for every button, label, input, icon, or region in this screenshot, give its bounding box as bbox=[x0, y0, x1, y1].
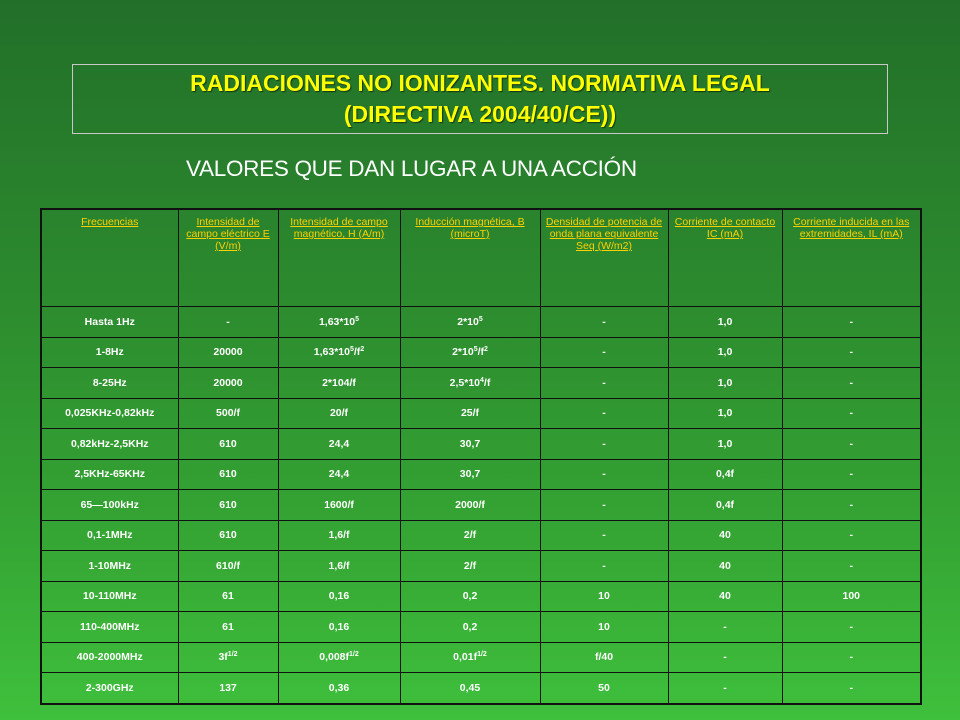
cell-corriente-contacto bbox=[668, 368, 782, 399]
cell-value: - bbox=[602, 315, 606, 328]
cell-corriente-inducida bbox=[782, 551, 921, 582]
table-row bbox=[41, 581, 921, 612]
cell-induccion-magnetica bbox=[400, 368, 540, 399]
cell-value: f/40 bbox=[594, 651, 614, 664]
cell-value: 2000/f bbox=[455, 498, 485, 511]
cell-value: 110-400MHz bbox=[79, 620, 140, 633]
table-header-row bbox=[41, 209, 921, 307]
cell-corriente-inducida bbox=[782, 490, 921, 521]
cell-value: - bbox=[849, 407, 853, 420]
cell-value: 2/f bbox=[463, 529, 477, 542]
cell-densidad-potencia bbox=[540, 551, 668, 582]
cell-exponent: 1/2 bbox=[349, 651, 359, 659]
cell-value: Hasta 1Hz bbox=[84, 315, 135, 328]
cell-value: 0,16 bbox=[328, 590, 350, 603]
cell-value: 1,0 bbox=[717, 346, 733, 359]
cell-induccion-magnetica bbox=[400, 673, 540, 704]
cell-value: 8-25Hz bbox=[92, 376, 127, 389]
table-row bbox=[41, 368, 921, 399]
cell-value: 0,025KHz-0,82kHz bbox=[65, 407, 155, 420]
cell-value: - bbox=[849, 559, 853, 572]
cell-value: 3f bbox=[218, 651, 228, 664]
cell-value: - bbox=[849, 376, 853, 389]
table-row bbox=[41, 398, 921, 429]
header-frecuencias: Frecuencias bbox=[41, 209, 178, 307]
cell-frecuencia bbox=[41, 459, 178, 490]
cell-corriente-contacto bbox=[668, 642, 782, 673]
cell-value: 1,0 bbox=[717, 407, 733, 420]
cell-value: - bbox=[849, 468, 853, 481]
cell-campo-electrico bbox=[178, 581, 278, 612]
cell-value: 30,7 bbox=[459, 468, 481, 481]
cell-value: 24,4 bbox=[328, 437, 350, 450]
cell-corriente-contacto bbox=[668, 398, 782, 429]
cell-campo-electrico bbox=[178, 642, 278, 673]
cell-densidad-potencia bbox=[540, 459, 668, 490]
cell-value: 0,2 bbox=[462, 620, 478, 633]
cell-densidad-potencia bbox=[540, 307, 668, 338]
cell-value: 2,5KHz-65KHz bbox=[74, 468, 146, 481]
cell-value: - bbox=[849, 346, 853, 359]
cell-value: 0,45 bbox=[459, 681, 481, 694]
cell-value: 610 bbox=[219, 529, 237, 542]
cell-value: 10 bbox=[598, 620, 610, 633]
cell-campo-magnetico bbox=[278, 307, 400, 338]
cell-induccion-magnetica bbox=[400, 490, 540, 521]
cell-densidad-potencia bbox=[540, 520, 668, 551]
header-induccion-magnetica: Inducción magnética, B (microT) bbox=[400, 209, 540, 307]
cell-campo-magnetico bbox=[278, 398, 400, 429]
cell-frecuencia bbox=[41, 490, 178, 521]
cell-value: - bbox=[723, 651, 727, 664]
table-row bbox=[41, 459, 921, 490]
cell-frecuencia bbox=[41, 368, 178, 399]
cell-corriente-inducida bbox=[782, 459, 921, 490]
cell-value: 65—100kHz bbox=[80, 498, 139, 511]
limits-table bbox=[40, 208, 922, 705]
cell-frecuencia bbox=[41, 429, 178, 460]
cell-value: 610 bbox=[219, 468, 237, 481]
cell-value: 1,63*10 bbox=[318, 315, 356, 328]
cell-frecuencia bbox=[41, 307, 178, 338]
cell-value: 610 bbox=[219, 437, 237, 450]
cell-densidad-potencia bbox=[540, 337, 668, 368]
cell-value: - bbox=[849, 651, 853, 664]
cell-value: - bbox=[602, 468, 606, 481]
cell-value: 500/f bbox=[216, 407, 240, 420]
cell-frecuencia bbox=[41, 551, 178, 582]
cell-corriente-contacto bbox=[668, 520, 782, 551]
cell-value: - bbox=[602, 346, 606, 359]
cell-corriente-contacto bbox=[668, 337, 782, 368]
cell-value: 2*10 bbox=[457, 315, 479, 328]
cell-corriente-contacto bbox=[668, 307, 782, 338]
cell-value: - bbox=[723, 681, 727, 694]
cell-value: 100 bbox=[842, 590, 861, 603]
cell-value: 10 bbox=[598, 590, 610, 603]
table-row bbox=[41, 307, 921, 338]
cell-corriente-contacto bbox=[668, 581, 782, 612]
cell-value: 1-8Hz bbox=[95, 346, 124, 359]
cell-value: 2/f bbox=[463, 559, 477, 572]
cell-exponent: 1/2 bbox=[477, 651, 487, 659]
cell-value: 610/f bbox=[216, 559, 240, 572]
title-line-1: RADIACIONES NO IONIZANTES. NORMATIVA LEGAL bbox=[190, 70, 770, 96]
cell-value: 30,7 bbox=[459, 437, 481, 450]
cell-campo-magnetico bbox=[278, 581, 400, 612]
cell-induccion-magnetica bbox=[400, 581, 540, 612]
cell-value: 2*10 bbox=[452, 346, 474, 359]
cell-induccion-magnetica bbox=[400, 612, 540, 643]
cell-value: - bbox=[849, 498, 853, 511]
cell-value: - bbox=[723, 620, 727, 633]
cell-value: 2-300GHz bbox=[85, 681, 134, 694]
cell-campo-magnetico bbox=[278, 337, 400, 368]
cell-densidad-potencia bbox=[540, 368, 668, 399]
cell-campo-electrico bbox=[178, 368, 278, 399]
cell-induccion-magnetica bbox=[400, 459, 540, 490]
cell-corriente-inducida bbox=[782, 520, 921, 551]
header-campo-magnetico: Intensidad de campo magnético, H (A/m) bbox=[278, 209, 400, 307]
cell-value: 1,0 bbox=[717, 437, 733, 450]
cell-value: 20000 bbox=[213, 346, 243, 359]
cell-corriente-contacto bbox=[668, 429, 782, 460]
cell-frecuencia bbox=[41, 612, 178, 643]
cell-campo-magnetico bbox=[278, 642, 400, 673]
cell-induccion-magnetica bbox=[400, 337, 540, 368]
cell-frecuencia bbox=[41, 337, 178, 368]
cell-value: 1600/f bbox=[324, 498, 354, 511]
header-corriente-inducida: Corriente inducida en las extremidades, IL (mA) bbox=[782, 209, 921, 307]
cell-value: 0,16 bbox=[328, 620, 350, 633]
cell-value: 10-110MHz bbox=[82, 590, 137, 603]
cell-induccion-magnetica bbox=[400, 398, 540, 429]
cell-value: 1,63*10 bbox=[313, 346, 350, 359]
cell-exponent: 5 bbox=[473, 346, 478, 354]
cell-induccion-magnetica bbox=[400, 429, 540, 460]
cell-value: 61 bbox=[222, 590, 234, 603]
cell-exponent: 5 bbox=[478, 315, 483, 323]
cell-campo-electrico bbox=[178, 429, 278, 460]
cell-frecuencia bbox=[41, 673, 178, 704]
cell-value: 40 bbox=[719, 590, 731, 603]
cell-value: - bbox=[602, 559, 606, 572]
cell-exponent-2: 2 bbox=[484, 346, 488, 354]
cell-frecuencia bbox=[41, 398, 178, 429]
cell-value: - bbox=[849, 437, 853, 450]
cell-campo-electrico bbox=[178, 307, 278, 338]
cell-corriente-contacto bbox=[668, 673, 782, 704]
cell-value: 2*104/f bbox=[322, 376, 356, 389]
cell-corriente-inducida bbox=[782, 307, 921, 338]
cell-campo-electrico bbox=[178, 551, 278, 582]
cell-value: 0,2 bbox=[462, 590, 478, 603]
cell-exponent: 4 bbox=[480, 376, 484, 384]
cell-value: - bbox=[849, 529, 853, 542]
cell-value-suffix: /f bbox=[477, 346, 485, 359]
cell-densidad-potencia bbox=[540, 490, 668, 521]
cell-induccion-magnetica bbox=[400, 307, 540, 338]
cell-campo-electrico bbox=[178, 490, 278, 521]
cell-campo-electrico bbox=[178, 612, 278, 643]
cell-densidad-potencia bbox=[540, 398, 668, 429]
cell-value: 2,5*10 bbox=[449, 376, 481, 389]
table-row bbox=[41, 520, 921, 551]
cell-densidad-potencia bbox=[540, 642, 668, 673]
cell-densidad-potencia bbox=[540, 429, 668, 460]
header-corriente-contacto: Corriente de contacto IC (mA) bbox=[668, 209, 782, 307]
cell-value: - bbox=[602, 437, 606, 450]
cell-exponent: 5 bbox=[355, 315, 360, 323]
cell-value: - bbox=[602, 529, 606, 542]
cell-value: 61 bbox=[222, 620, 234, 633]
cell-value: - bbox=[602, 376, 606, 389]
header-campo-electrico: Intensidad de campo eléctrico E (V/m) bbox=[178, 209, 278, 307]
cell-corriente-inducida bbox=[782, 673, 921, 704]
cell-induccion-magnetica bbox=[400, 520, 540, 551]
cell-induccion-magnetica bbox=[400, 642, 540, 673]
cell-value: 1,6/f bbox=[328, 559, 350, 572]
cell-value: 1,0 bbox=[717, 376, 733, 389]
cell-frecuencia bbox=[41, 642, 178, 673]
cell-value: 20000 bbox=[213, 376, 243, 389]
cell-campo-magnetico bbox=[278, 551, 400, 582]
cell-value-suffix: /f bbox=[353, 346, 361, 359]
cell-induccion-magnetica bbox=[400, 551, 540, 582]
title-line-2: (DIRECTIVA 2004/40/CE)) bbox=[343, 101, 617, 127]
cell-value: 400-2000MHz bbox=[76, 651, 143, 664]
cell-value: 40 bbox=[719, 529, 731, 542]
cell-value: 1,6/f bbox=[328, 529, 350, 542]
cell-value: - bbox=[849, 681, 853, 694]
cell-value: 1-10MHz bbox=[88, 559, 132, 572]
table-row bbox=[41, 642, 921, 673]
cell-exponent-2: 2 bbox=[360, 346, 365, 354]
table-row bbox=[41, 429, 921, 460]
cell-campo-electrico bbox=[178, 520, 278, 551]
cell-campo-electrico bbox=[178, 459, 278, 490]
cell-value: - bbox=[226, 315, 230, 328]
cell-corriente-contacto bbox=[668, 490, 782, 521]
cell-value: 0,01f bbox=[453, 651, 478, 664]
table-row bbox=[41, 337, 921, 368]
cell-densidad-potencia bbox=[540, 612, 668, 643]
cell-campo-electrico bbox=[178, 673, 278, 704]
cell-value: 0,008f bbox=[319, 651, 350, 664]
table-row bbox=[41, 551, 921, 582]
cell-campo-magnetico bbox=[278, 429, 400, 460]
cell-value-suffix: /f bbox=[483, 376, 491, 389]
cell-frecuencia bbox=[41, 520, 178, 551]
cell-value: - bbox=[849, 315, 853, 328]
cell-exponent: 1/2 bbox=[227, 651, 238, 659]
cell-value: - bbox=[602, 407, 606, 420]
cell-value: 24,4 bbox=[328, 468, 350, 481]
cell-value: 0,4f bbox=[715, 468, 735, 481]
cell-corriente-contacto bbox=[668, 551, 782, 582]
cell-value: 610 bbox=[219, 498, 237, 511]
cell-value: 0,4f bbox=[715, 498, 735, 511]
cell-corriente-inducida bbox=[782, 612, 921, 643]
cell-campo-electrico bbox=[178, 398, 278, 429]
cell-corriente-contacto bbox=[668, 459, 782, 490]
subtitle: VALORES QUE DAN LUGAR A UNA ACCIÓN bbox=[186, 156, 637, 181]
cell-corriente-inducida bbox=[782, 398, 921, 429]
table-row bbox=[41, 490, 921, 521]
header-densidad-potencia: Densidad de potencia de onda plana equivalente Seq (W/m2) bbox=[540, 209, 668, 307]
cell-value: 137 bbox=[219, 681, 237, 694]
cell-corriente-inducida bbox=[782, 368, 921, 399]
cell-value: - bbox=[602, 498, 606, 511]
cell-campo-magnetico bbox=[278, 673, 400, 704]
cell-value: 1,0 bbox=[717, 315, 733, 328]
cell-campo-magnetico bbox=[278, 612, 400, 643]
cell-campo-electrico bbox=[178, 337, 278, 368]
cell-value: 40 bbox=[719, 559, 731, 572]
cell-value: 0,36 bbox=[328, 681, 350, 694]
cell-campo-magnetico bbox=[278, 368, 400, 399]
cell-value: 0,82kHz-2,5KHz bbox=[70, 437, 149, 450]
cell-densidad-potencia bbox=[540, 581, 668, 612]
title-box bbox=[72, 64, 888, 134]
cell-corriente-inducida bbox=[782, 642, 921, 673]
cell-frecuencia bbox=[41, 581, 178, 612]
cell-corriente-inducida bbox=[782, 337, 921, 368]
cell-corriente-inducida bbox=[782, 581, 921, 612]
cell-value: 20/f bbox=[329, 407, 349, 420]
cell-campo-magnetico bbox=[278, 490, 400, 521]
cell-value: 25/f bbox=[460, 407, 480, 420]
table-row bbox=[41, 612, 921, 643]
table-row bbox=[41, 673, 921, 704]
cell-exponent: 5 bbox=[349, 346, 354, 354]
cell-value: 50 bbox=[598, 681, 610, 694]
cell-corriente-contacto bbox=[668, 612, 782, 643]
cell-value: - bbox=[849, 620, 853, 633]
cell-corriente-inducida bbox=[782, 429, 921, 460]
cell-campo-magnetico bbox=[278, 520, 400, 551]
cell-densidad-potencia bbox=[540, 673, 668, 704]
cell-campo-magnetico bbox=[278, 459, 400, 490]
cell-value: 0,1-1MHz bbox=[86, 529, 133, 542]
